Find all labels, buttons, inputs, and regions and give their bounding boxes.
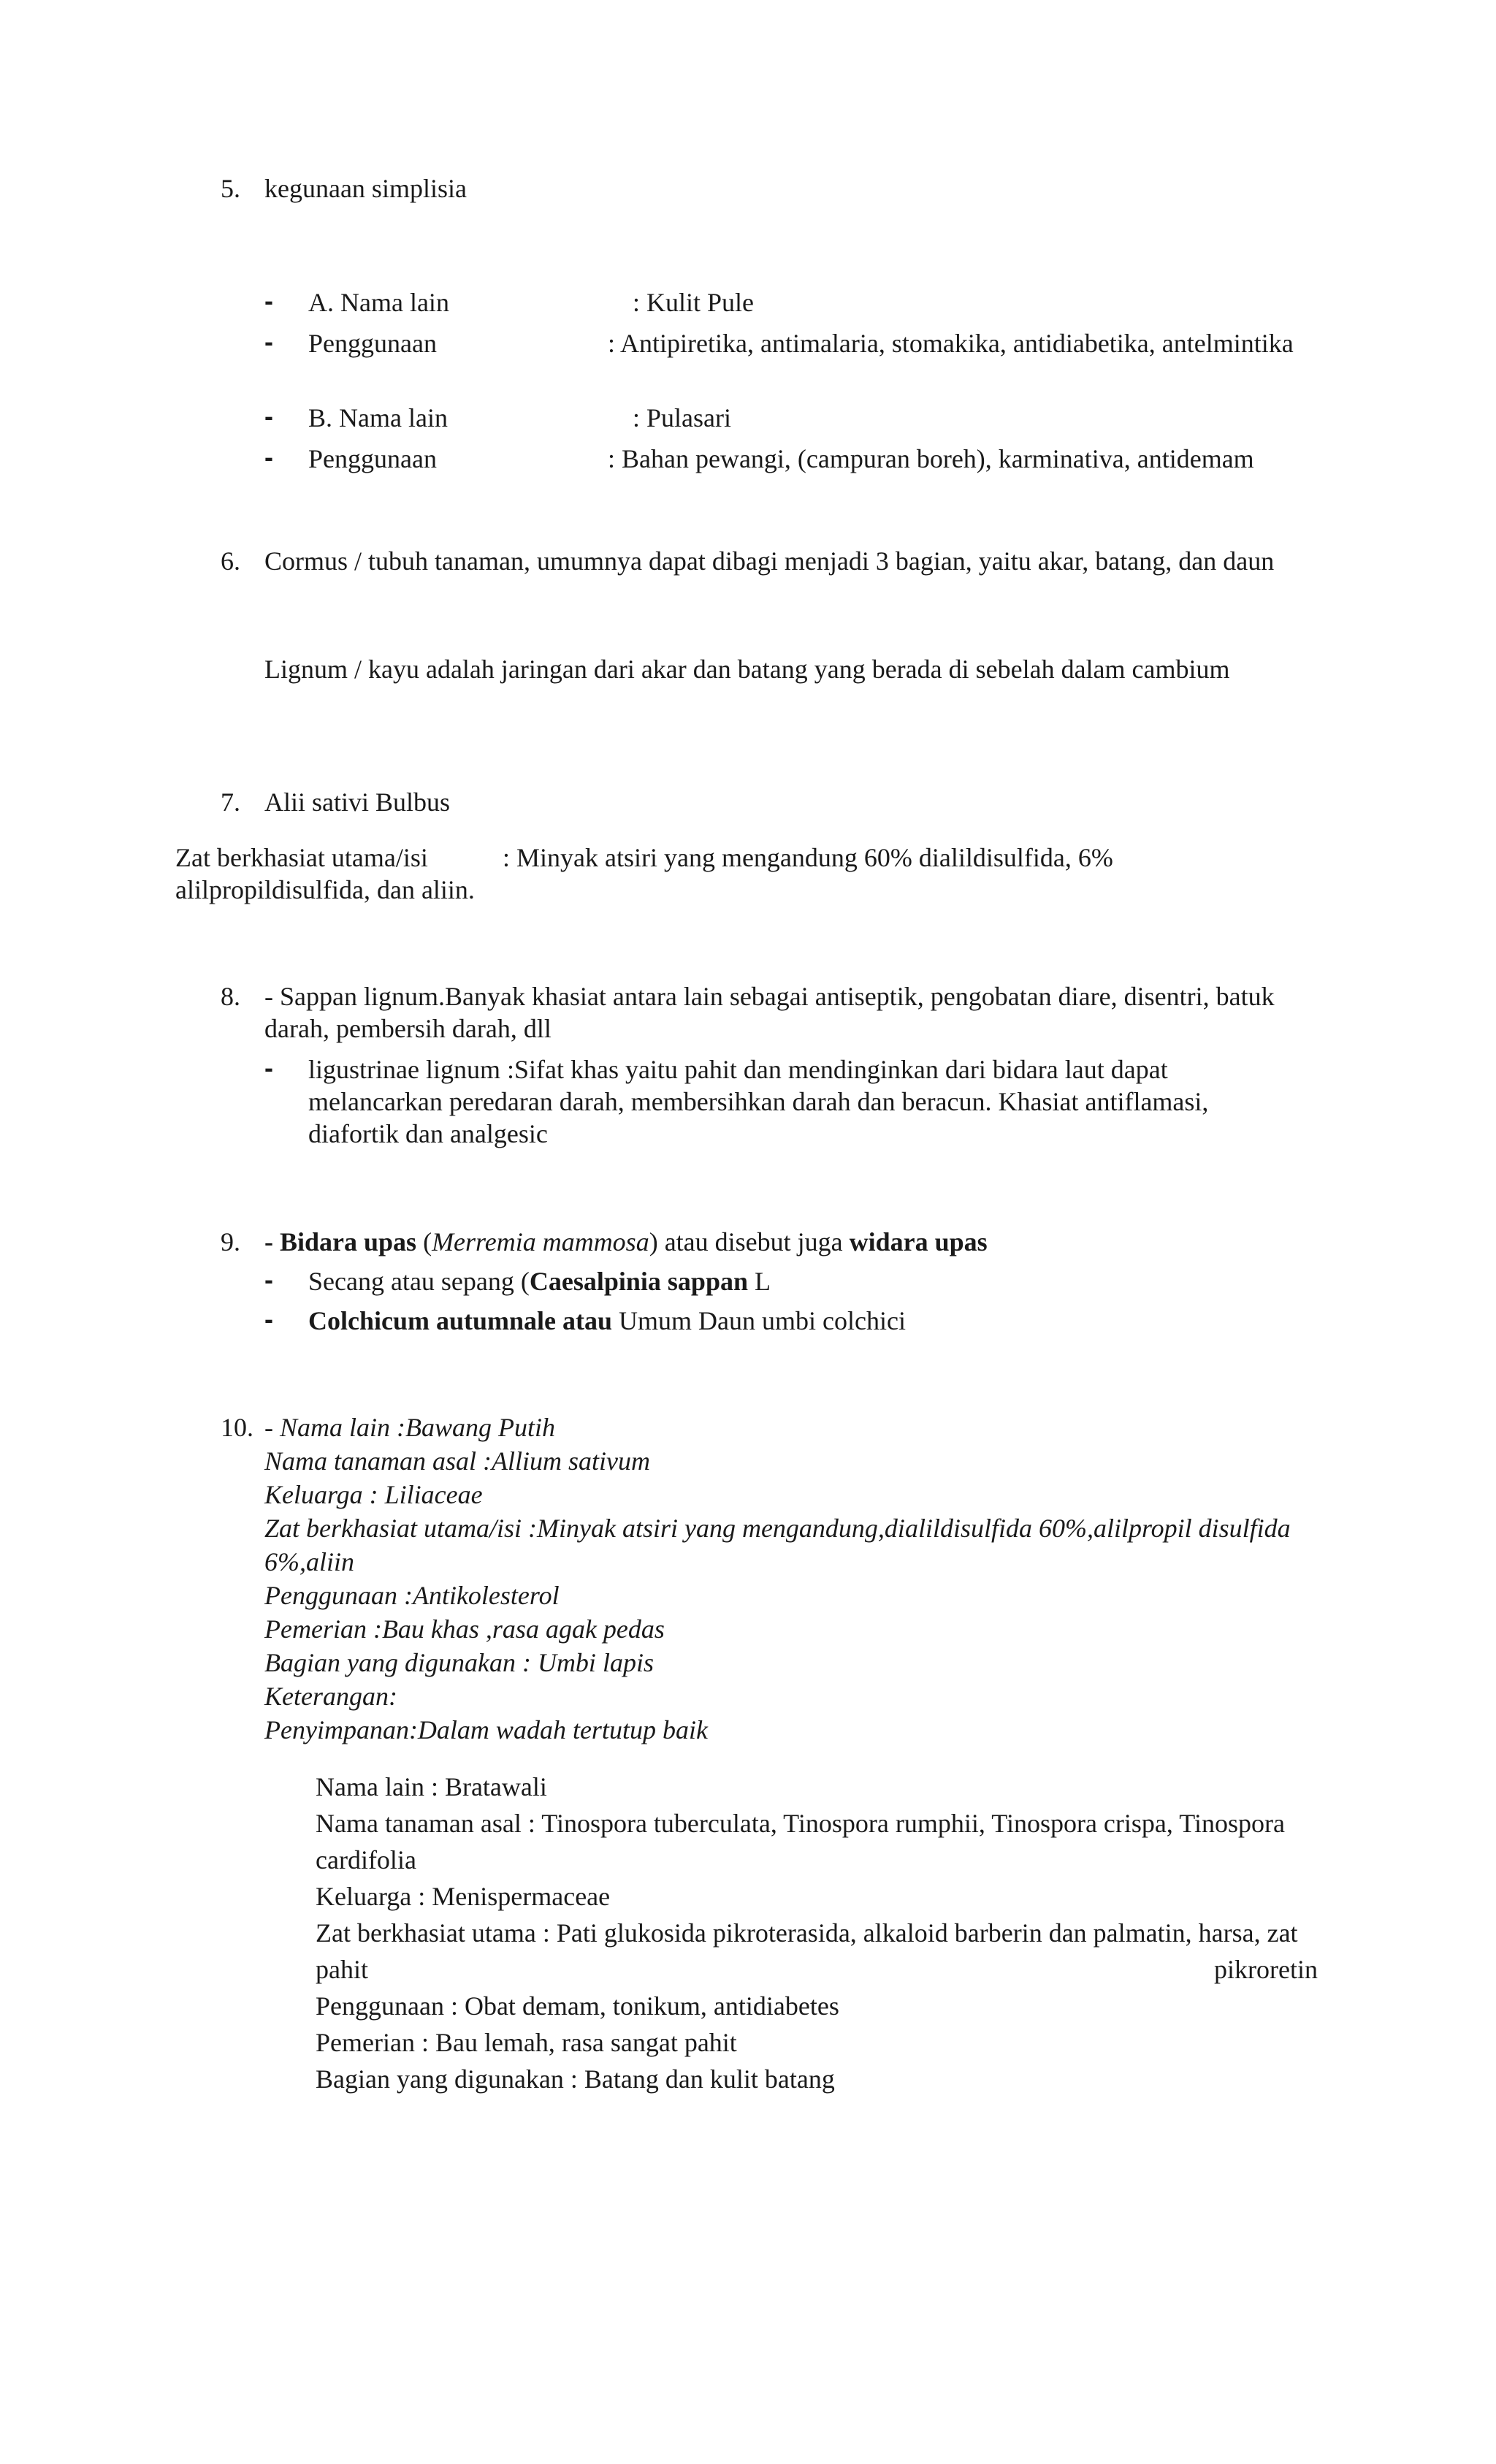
field-value: : Minyak atsiri yang mengandung 60% dialildisulfida, 6% [503, 843, 1113, 872]
item-number: 9. [221, 1227, 240, 1256]
detail-line: Nama tanaman asal : Tinospora tuberculata, Tinospora rumphii, Tinospora crispa, Tinospora [316, 1809, 1285, 1838]
detail-line: Nama tanaman asal :Allium sativum [264, 1446, 650, 1476]
italic-text: Merremia mammosa [432, 1227, 649, 1256]
item-number: 10. [221, 1413, 253, 1442]
detail-line: pahit [316, 1955, 368, 1984]
paragraph: melancarkan peredaran darah, membersihkan darah dan beracun. Khasiat antiflamasi, [308, 1087, 1209, 1116]
item-number: 7. [221, 787, 240, 817]
item-number: 8. [221, 982, 240, 1011]
item-number: 6. [221, 546, 240, 576]
bold-text: Caesalpinia sappan [529, 1267, 748, 1296]
detail-line: Penggunaan :Antikolesterol [264, 1581, 560, 1610]
detail-line: Keluarga : Menispermaceae [316, 1882, 611, 1911]
detail-line: 6%,aliin [264, 1547, 354, 1576]
list-item [308, 1265, 771, 1297]
detail-line: Pemerian :Bau khas ,rasa agak pedas [264, 1614, 665, 1644]
bold-text: Colchicum autumnale atau [308, 1306, 613, 1335]
paragraph: Lignum / kayu adalah jaringan dari akar dan batang yang berada di sebelah dalam cambium [264, 655, 1230, 684]
bullet-dash: - [264, 1304, 273, 1334]
field-label: B. Nama lain [308, 403, 448, 432]
detail-line: pikroretin [1214, 1955, 1318, 1984]
bullet-dash: - [264, 442, 273, 472]
bullet-dash: - [264, 401, 273, 431]
field-label: Penggunaan [308, 329, 437, 358]
paragraph: darah, pembersih darah, dll [264, 1014, 552, 1043]
detail-line: Nama lain : Bratawali [316, 1772, 547, 1801]
paragraph: Cormus / tubuh tanaman, umumnya dapat dibagi menjadi 3 bagian, yaitu akar, batang, dan daun [264, 546, 1275, 576]
detail-line: Keluarga : Liliaceae [264, 1480, 483, 1509]
text: ( [416, 1227, 432, 1256]
bold-text: widara upas [849, 1227, 988, 1256]
list-item [308, 1305, 906, 1337]
bullet-dash: - [264, 1053, 273, 1083]
section-title: kegunaan simplisia [264, 174, 467, 203]
detail-line: Bagian yang digunakan : Batang dan kulit batang [316, 2064, 835, 2094]
detail-line: Pemerian : Bau lemah, rasa sangat pahit [316, 2028, 737, 2057]
text: L [747, 1267, 771, 1296]
text: Secang atau sepang ( [308, 1267, 530, 1296]
detail-line: Bagian yang digunakan : Umbi lapis [264, 1648, 654, 1677]
detail-line: Penggunaan : Obat demam, tonikum, antidiabetes [316, 1991, 839, 2021]
paragraph: ligustrinae lignum :Sifat khas yaitu pahit dan mendinginkan dari bidara laut dapat [308, 1055, 1168, 1084]
list-item [264, 1226, 988, 1258]
field-label: Zat berkhasiat utama/isi [175, 843, 428, 872]
text: Umum Daun umbi colchici [612, 1306, 906, 1335]
bullet-dash: - [264, 286, 273, 316]
item-number: 5. [221, 174, 240, 203]
bullet-dash: - [264, 1265, 273, 1294]
detail-line: - Nama lain :Bawang Putih [264, 1413, 555, 1442]
field-label: A. Nama lain [308, 288, 449, 317]
text: ) atau disebut juga [649, 1227, 850, 1256]
detail-line: cardifolia [316, 1845, 416, 1874]
paragraph: - Sappan lignum.Banyak khasiat antara lain sebagai antiseptik, pengobatan diare, disentri, batuk [264, 982, 1275, 1011]
detail-line: Penyimpanan:Dalam wadah tertutup baik [264, 1715, 708, 1744]
field-value: alilpropildisulfida, dan aliin. [175, 875, 475, 904]
paragraph: diafortik dan analgesic [308, 1119, 548, 1148]
field-value: : Antipiretika, antimalaria, stomakika, antidiabetika, antelmintika [608, 329, 1294, 358]
bold-text: - Bidara upas [264, 1227, 417, 1256]
section-title: Alii sativi Bulbus [264, 787, 451, 817]
detail-line: Zat berkhasiat utama/isi :Minyak atsiri yang mengandung,dialildisulfida 60%,alilpropil disulfida [264, 1514, 1291, 1543]
field-label: Penggunaan [308, 444, 437, 473]
bullet-dash: - [264, 327, 273, 356]
detail-line: Zat berkhasiat utama : Pati glukosida pikroterasida, alkaloid barberin dan palmatin, harsa, zat [316, 1918, 1298, 1948]
field-value: : Pulasari [633, 403, 731, 432]
field-value: : Kulit Pule [633, 288, 755, 317]
detail-line: Keterangan: [264, 1682, 397, 1711]
field-value: : Bahan pewangi, (campuran boreh), karminativa, antidemam [608, 444, 1254, 473]
